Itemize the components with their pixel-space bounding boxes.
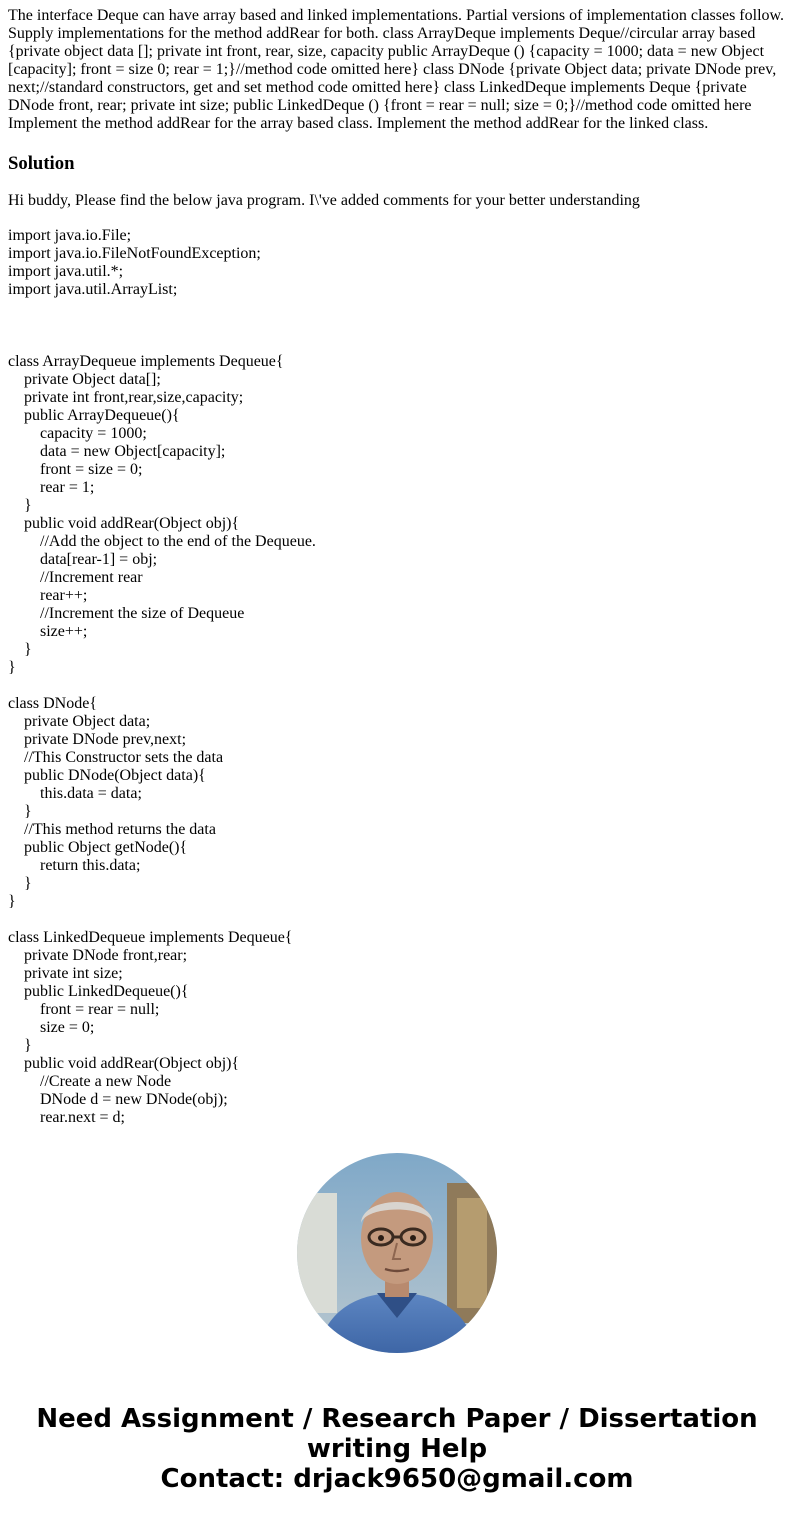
code-line [8, 299, 316, 317]
code-line: public ArrayDequeue(){ [8, 407, 180, 424]
code-line: //Create a new Node [8, 1073, 172, 1090]
code-line: } [8, 893, 16, 910]
code-line: public void addRear(Object obj){ [8, 1055, 240, 1072]
code-line: data = new Object[capacity]; [8, 443, 226, 460]
code-line: public void addRear(Object obj){ [8, 515, 240, 532]
code-line: public DNode(Object data){ [8, 767, 206, 784]
code-line: private int front,rear,size,capacity; [8, 389, 244, 406]
author-portrait-image [297, 1153, 497, 1353]
code-line: front = rear = null; [8, 1001, 160, 1018]
code-line: front = size = 0; [8, 461, 143, 478]
code-line [8, 317, 316, 335]
code-line: rear = 1; [8, 479, 95, 496]
code-line: this.data = data; [8, 785, 142, 802]
code-line: private DNode front,rear; [8, 947, 188, 964]
code-line: private Object data; [8, 713, 151, 730]
code-line: import java.util.*; [8, 263, 124, 280]
code-block [8, 227, 316, 1127]
assignment-help-banner [0, 1404, 794, 1494]
code-line: //This Constructor sets the data [8, 749, 224, 766]
code-line: //Increment the size of Dequeue [8, 605, 245, 622]
code-line: } [8, 641, 32, 658]
code-line: public LinkedDequeue(){ [8, 983, 189, 1000]
code-line: } [8, 1037, 32, 1054]
code-line: class ArrayDequeue implements Dequeue{ [8, 353, 284, 370]
code-line: import java.io.File; [8, 227, 132, 244]
code-line: private Object data[]; [8, 371, 161, 388]
code-line: } [8, 497, 32, 514]
code-line: size++; [8, 623, 88, 640]
code-line: DNode d = new DNode(obj); [8, 1091, 228, 1108]
code-line: class LinkedDequeue implements Dequeue{ [8, 929, 293, 946]
solution-intro: Hi buddy, Please find the below java program. I\'ve added comments for your better understanding [8, 192, 640, 209]
question-text: The interface Deque can have array based and linked implementations. Partial versions of implementation classes follow. Supply implementations for the method addRear for both. class ArrayDeque implements Deque//circular array based {private object data []; private int front, rear, size, capacity public ArrayDeque () {capacity = 1000; data = new Object [capacity]; front = size 0; rear = 1;}//method code omitted here} class DNode {private Object data; private DNode prev, next;//standard constructors, get and set method code omitted here} class LinkedDeque implements Deque {private DNode front, rear; private int size; public LinkedDeque () {front = rear = null; size = 0;}//method code omitted here Implement the method addRear for the array based class. Implement the method addRear for the linked class. [8, 7, 785, 132]
code-line: } [8, 875, 32, 892]
code-line: private int size; [8, 965, 123, 982]
author-photo [297, 1153, 497, 1353]
code-line: private DNode prev,next; [8, 731, 187, 748]
solution-heading: Solution [8, 153, 75, 174]
code-line [8, 911, 316, 929]
code-line: } [8, 659, 16, 676]
code-line: rear++; [8, 587, 88, 604]
code-line [8, 677, 316, 695]
code-line: capacity = 1000; [8, 425, 147, 442]
code-line: data[rear-1] = obj; [8, 551, 158, 568]
code-line: //Add the object to the end of the Dequeue. [8, 533, 316, 550]
code-line: public Object getNode(){ [8, 839, 188, 856]
banner-line-2: writing Help [306, 1434, 488, 1464]
code-line: //This method returns the data [8, 821, 216, 838]
code-line: //Increment rear [8, 569, 143, 586]
code-line: size = 0; [8, 1019, 95, 1036]
banner-contact: Contact: drjack9650@gmail.com [160, 1464, 634, 1494]
code-line: return this.data; [8, 857, 141, 874]
code-line: class DNode{ [8, 695, 97, 712]
code-line: import java.io.FileNotFoundException; [8, 245, 261, 262]
banner-line-1: Need Assignment / Research Paper / Dissertation [36, 1404, 758, 1434]
code-line: } [8, 803, 32, 820]
code-line: rear.next = d; [8, 1109, 125, 1126]
code-line [8, 335, 316, 353]
code-line: import java.util.ArrayList; [8, 281, 178, 298]
